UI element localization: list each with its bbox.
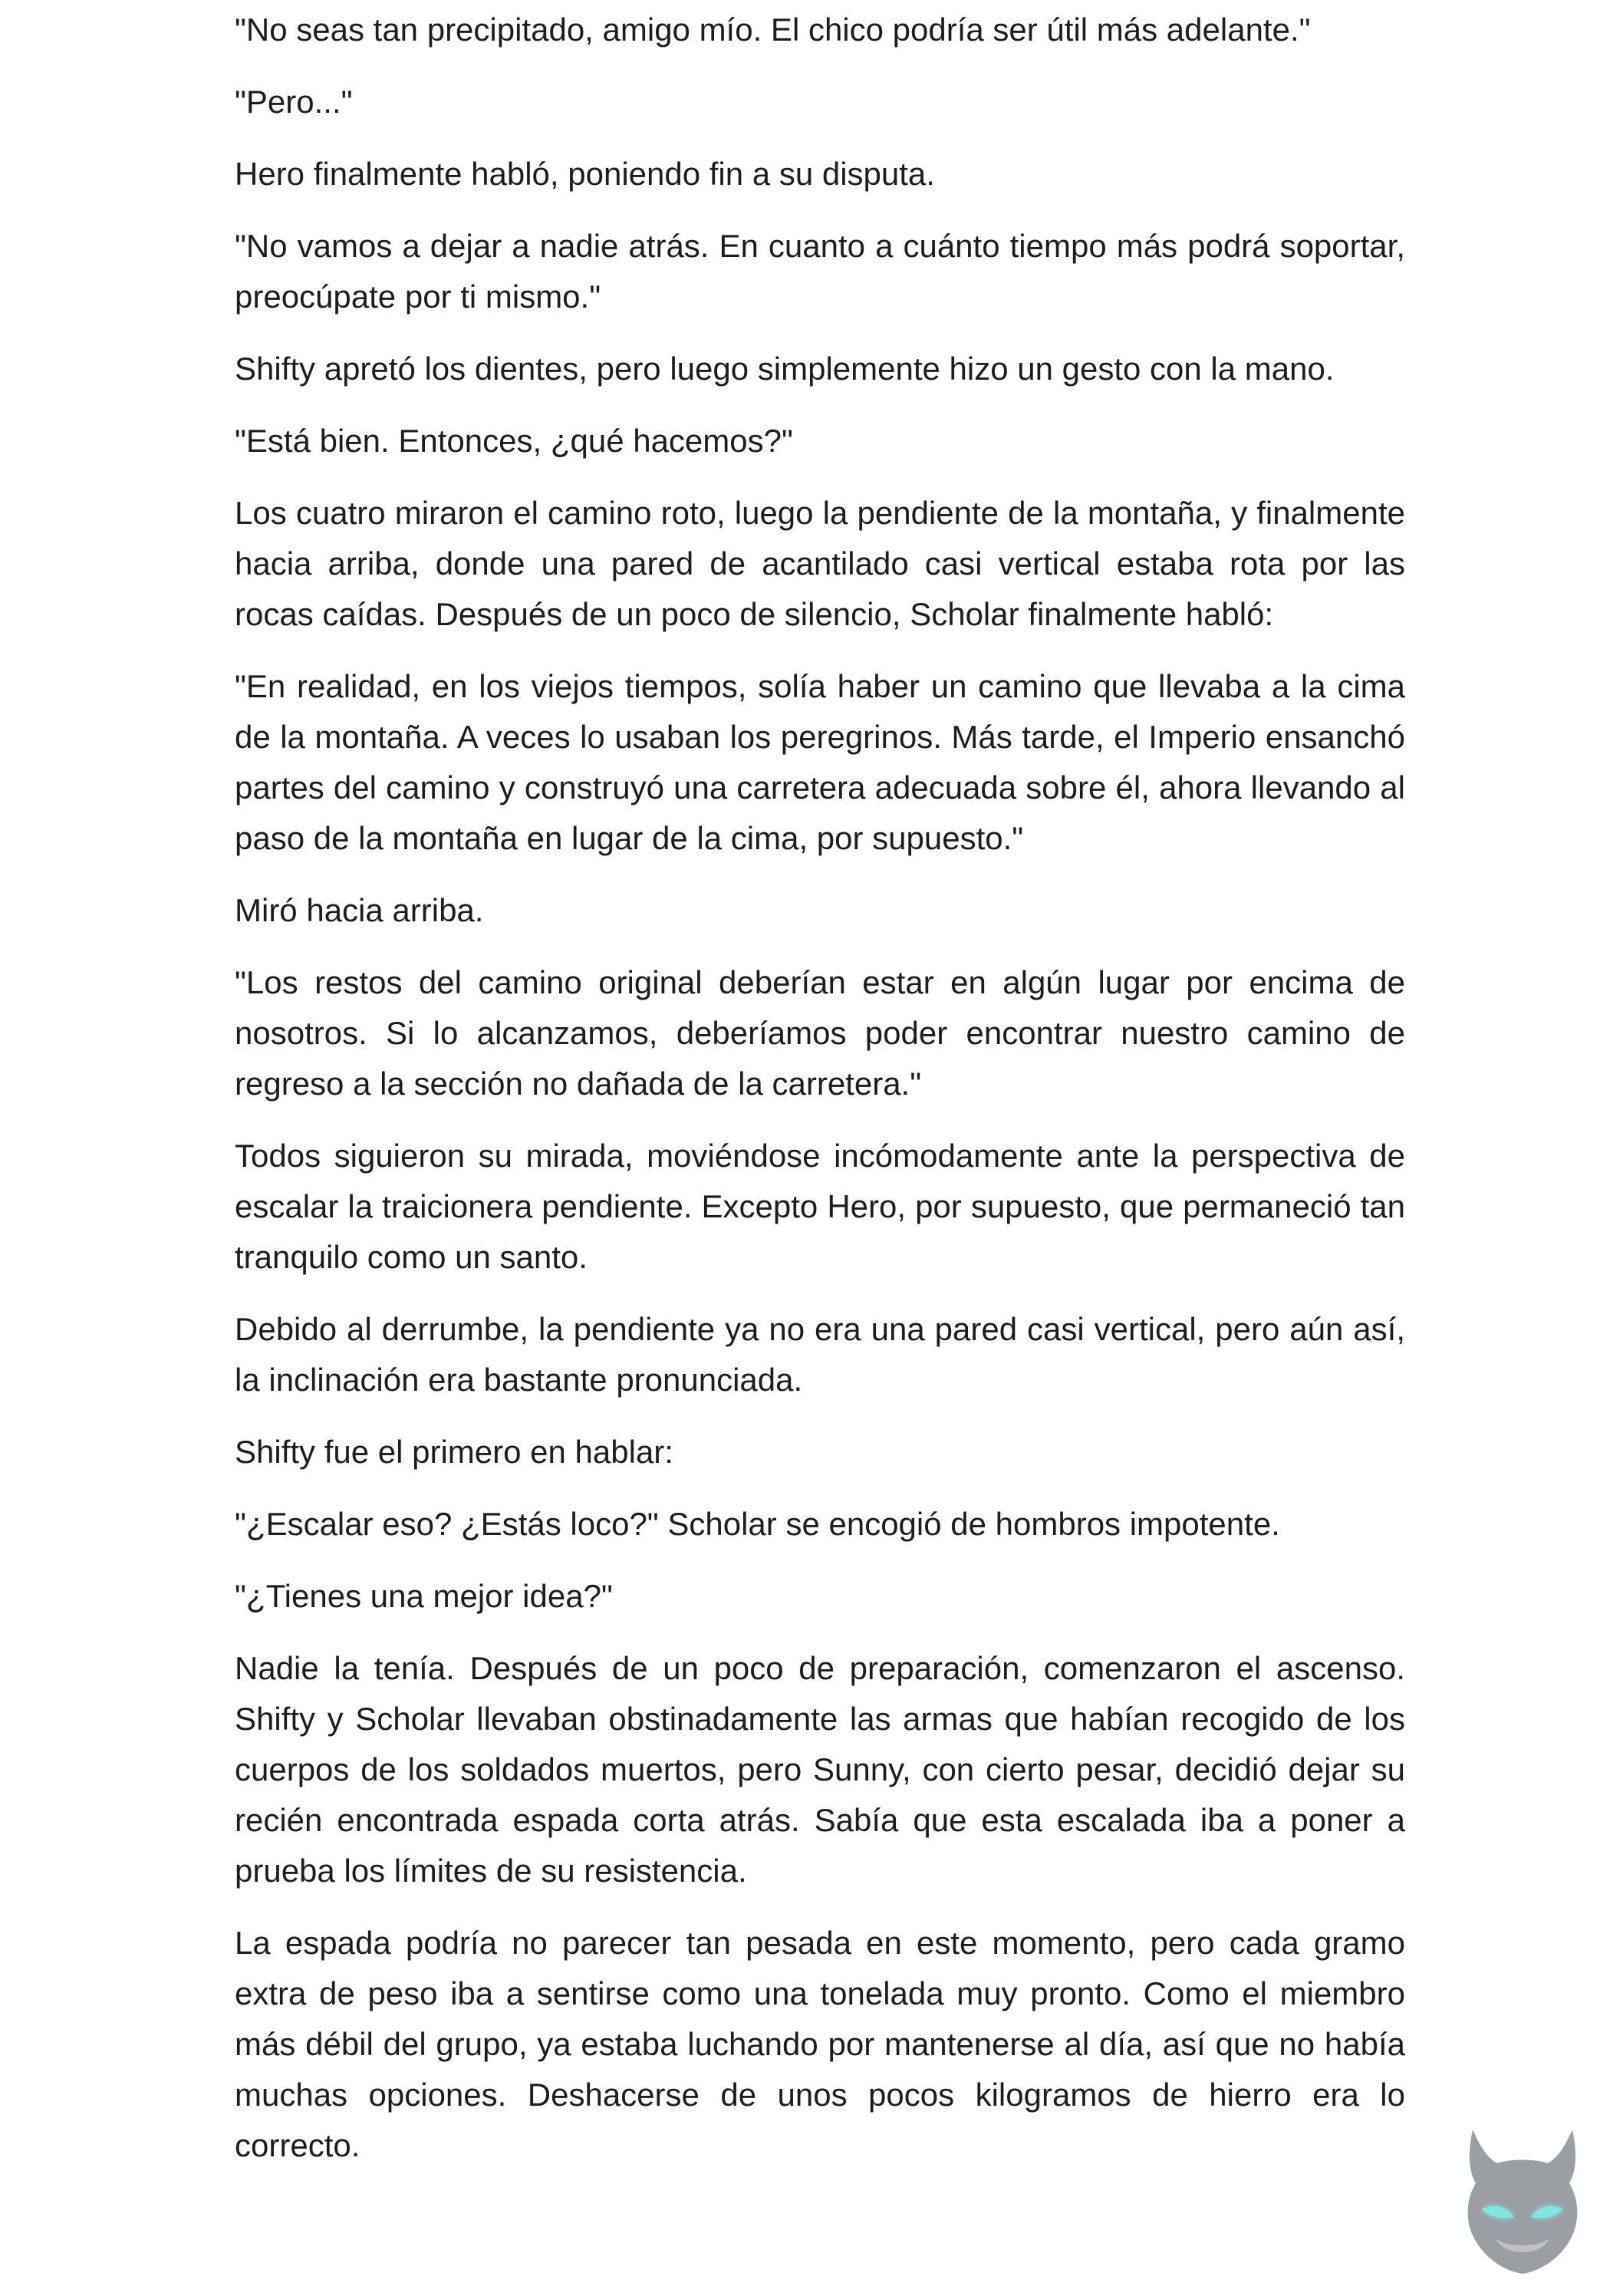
paragraph: "Está bien. Entonces, ¿qué hacemos?" (235, 423, 793, 459)
paragraph: Shifty fue el primero en hablar: (235, 1434, 673, 1470)
paragraph: Debido al derrumbe, la pendiente ya no era una pared casi vertical, pero aún así, la inclinación era bastante pronunciada. (235, 1311, 1405, 1398)
demon-head-icon (1450, 2123, 1595, 2277)
paragraph: "No vamos a dejar a nadie atrás. En cuanto a cuánto tiempo más podrá soportar, preocúpate por ti mismo." (235, 228, 1405, 315)
paragraph: Hero finalmente habló, poniendo fin a su disputa. (235, 156, 935, 192)
paragraph: Miró hacia arriba. (235, 892, 484, 928)
paragraph: Nadie la tenía. Después de un poco de preparación, comenzaron el ascenso. Shifty y Scholar llevaban obstinadamente las armas que habían recogido de los cuerpos de los soldados muertos, pero Sunny, con cierto pesar, decidió dejar su recién encontrada espada corta atrás. Sabía que esta escalada iba a poner a prueba los límites de su resistencia. (235, 1650, 1405, 1889)
paragraph: "Pero..." (235, 84, 353, 120)
paragraph: Los cuatro miraron el camino roto, luego la pendiente de la montaña, y finalmente hacia arriba, donde una pared de acantilado casi vertical estaba rota por las rocas caídas. Después de un poco de silencio, Scholar finalmente habló: (235, 495, 1405, 632)
paragraph: Shifty apretó los dientes, pero luego simplemente hizo un gesto con la mano. (235, 351, 1335, 387)
paragraph: Todos siguieron su mirada, moviéndose incómodamente ante la perspectiva de escalar la traicionera pendiente. Excepto Hero, por supuesto, que permaneció tan tranquilo como un santo. (235, 1138, 1405, 1275)
paragraph: "En realidad, en los viejos tiempos, solía haber un camino que llevaba a la cima de la montaña. A veces lo usaban los peregrinos. Más tarde, el Imperio ensanchó partes del camino y construyó una carretera adecuada sobre él, ahora llevando al paso de la montaña en lugar de la cima, por supuesto." (235, 668, 1405, 856)
paragraph: "¿Tienes una mejor idea?" (235, 1578, 613, 1614)
document-body (235, 5, 1405, 2192)
paragraph: "Los restos del camino original deberían estar en algún lugar por encima de nosotros. Si lo alcanzamos, deberíamos poder encontrar nuestro camino de regreso a la sección no dañada de la carretera." (235, 964, 1405, 1102)
paragraph: "No seas tan precipitado, amigo mío. El chico podría ser útil más adelante." (235, 12, 1311, 48)
paragraph: "¿Escalar eso? ¿Estás loco?" Scholar se encogió de hombros impotente. (235, 1506, 1280, 1542)
paragraph: La espada podría no parecer tan pesada en este momento, pero cada gramo extra de peso iba a sentirse como una tonelada muy pronto. Como el miembro más débil del grupo, ya estaba luchando por mantenerse al día, así que no había muchas opciones. Deshacerse de unos pocos kilogramos de hierro era lo correcto. (235, 1925, 1405, 2163)
